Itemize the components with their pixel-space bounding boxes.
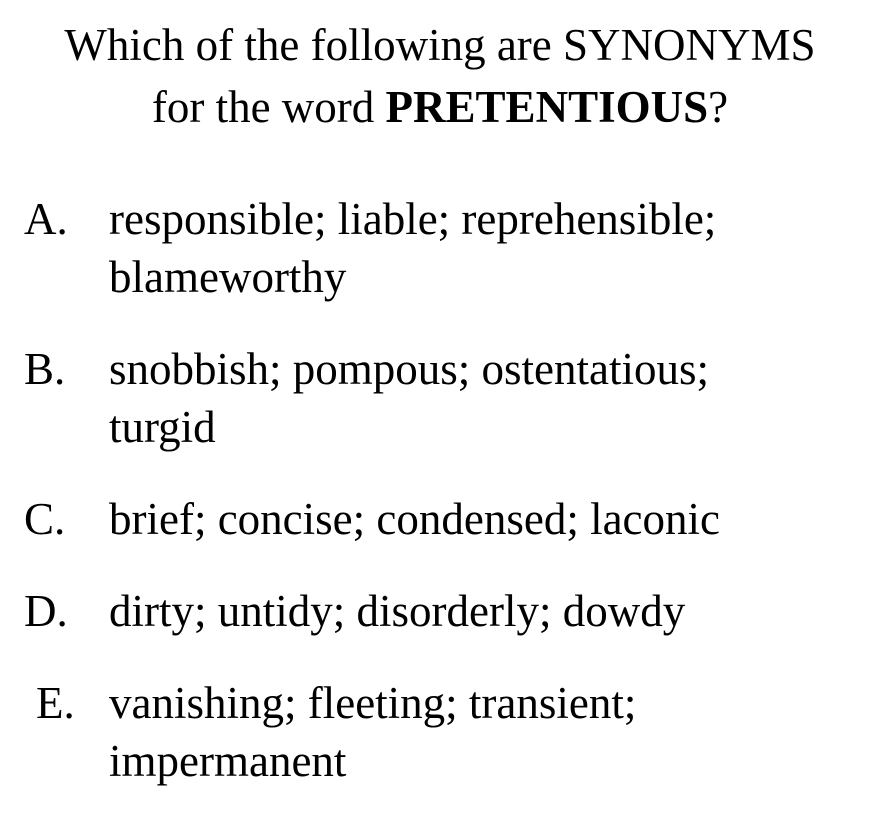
question-text (0, 14, 880, 138)
option-b-line-1: snobbish; pompous; ostentatious; (109, 344, 710, 394)
option-c-text (109, 490, 849, 548)
option-a[interactable] (0, 190, 880, 306)
option-e[interactable] (0, 674, 880, 790)
option-d-letter: D. (24, 586, 68, 636)
option-d-text (109, 582, 849, 640)
option-d-line-1: dirty; untidy; disorderly; dowdy (109, 586, 686, 636)
option-b-line-2: turgid (109, 402, 216, 452)
question-prefix: for the word (151, 82, 386, 132)
option-a-letter: A. (24, 194, 68, 244)
option-c-letter: C. (24, 494, 66, 544)
option-e-line-1: vanishing; fleeting; transient; (109, 678, 637, 728)
option-a-text (109, 190, 849, 306)
option-c-line-1: brief; concise; condensed; laconic (109, 494, 720, 544)
answer-options (0, 190, 880, 824)
option-b-letter: B. (24, 344, 66, 394)
question-keyword: PRETENTIOUS (385, 82, 709, 132)
option-e-letter: E. (36, 678, 75, 728)
option-c[interactable] (0, 490, 880, 548)
option-d[interactable] (0, 582, 880, 640)
question-suffix: ? (708, 82, 729, 132)
option-a-line-2: blameworthy (109, 252, 347, 302)
question-line-2 (0, 76, 880, 138)
option-b-text (109, 340, 849, 456)
option-e-line-2: impermanent (109, 736, 347, 786)
option-e-text (109, 674, 849, 790)
question-line-1: Which of the following are SYNONYMS (64, 20, 816, 70)
option-a-line-1: responsible; liable; reprehensible; (109, 194, 717, 244)
option-b[interactable] (0, 340, 880, 456)
